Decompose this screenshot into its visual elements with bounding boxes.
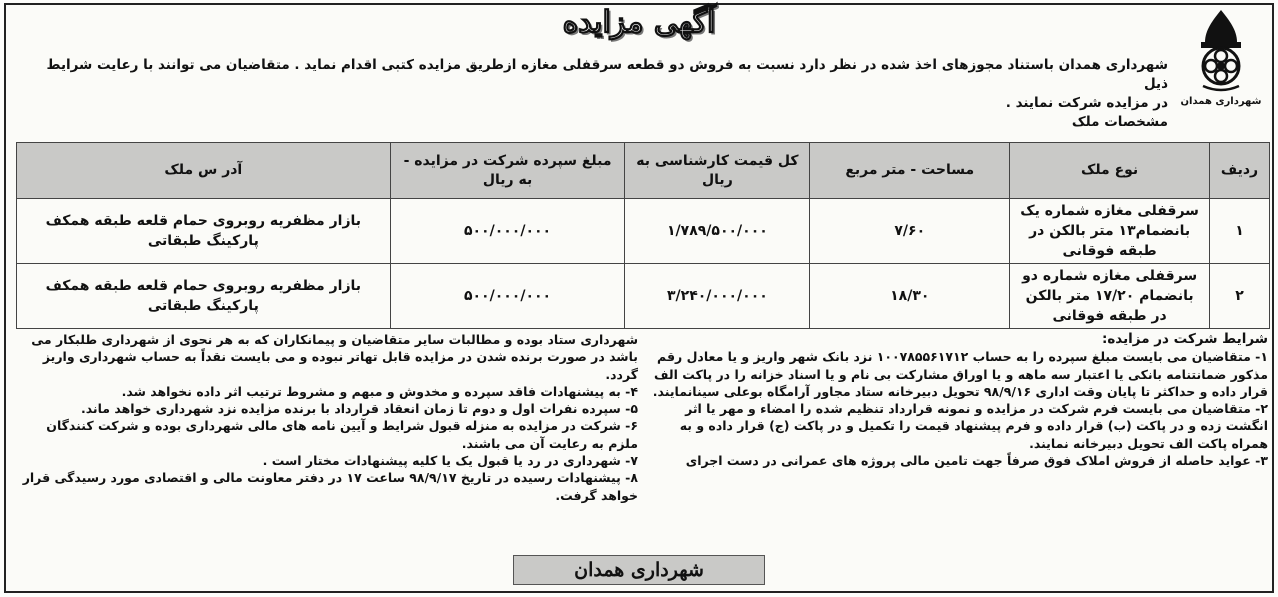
condition-item: ۶- شرکت در مزایده به منزله قبول شرایط و آیین نامه های مالی شهرداری بوده و شرکت کنندگان ملزم به رعایت آن می باشند. (46, 418, 638, 451)
intro-paragraph (18, 56, 1168, 132)
table-row (17, 199, 1270, 264)
condition-item: ۷- شهرداری در رد یا قبول یک یا کلیه پیشنهادات مختار است . (262, 453, 638, 469)
conditions-title: شرایط شرکت در مزایده: (1101, 331, 1268, 347)
conditions-left-column (13, 331, 638, 504)
condition-item: ۳- عواید حاصله از فروش املاک فوق صرفاً جهت تامین مالی پروژه های عمرانی در دست اجرای (685, 453, 1268, 469)
header-address: آدر س ملک (17, 143, 391, 199)
footer-signature: شهرداری همدان (513, 555, 765, 585)
cell-deposit: ۵۰۰/۰۰۰/۰۰۰ (390, 199, 625, 264)
conditions-right-column (648, 331, 1268, 469)
intro-line-2: در مزایده شرکت نمایند . (1005, 95, 1168, 111)
condition-item: ۵- سپرده نفرات اول و دوم تا زمان انعقاد قرارداد با برنده مزایده نزد شهرداری خواهد ماند. (80, 401, 638, 417)
condition-item: ۴- به پیشنهادات فاقد سپرده و مخدوش و مبهم و مشروط ترتیب اثر داده نخواهد شد. (121, 383, 638, 399)
title-wrap (0, 4, 1278, 42)
cell-deposit: ۵۰۰/۰۰۰/۰۰۰ (390, 264, 625, 329)
header-area: مساحت - متر مربع (810, 143, 1010, 199)
intro-line-1: شهرداری همدان باستناد مجوزهای اخذ شده در نظر دارد نسبت به فروش دو قطعه سرقفلی مغازه ازطریق مزایده کتبی اقدام نماید . متقاضیان می توانند با رعایت شرایط ذیل (46, 57, 1168, 92)
cell-type: سرقفلی مغازه شماره یک بانضمام۱۳ متر بالکن در طبقه فوقانی (1010, 199, 1210, 264)
condition-item: ۸- پیشنهادات رسیده در تاریخ ۹۸/۹/۱۷ ساعت ۱۷ در دفتر معاونت مالی و اقتصادی مورد رسیدگی قرار خواهد گرفت. (22, 470, 638, 503)
cell-area: ۱۸/۳۰ (810, 264, 1010, 329)
cell-price: ۱/۷۸۹/۵۰۰/۰۰۰ (625, 199, 810, 264)
property-table (16, 142, 1270, 329)
header-price: کل قیمت کارشناسی به ریال (625, 143, 810, 199)
cell-address: بازار مظفریه روبروی حمام قلعه طبقه همکف پارکینگ طبقاتی (17, 199, 391, 264)
footer-banner (0, 555, 1278, 585)
intro-line-3: مشخصات ملک (1071, 114, 1168, 130)
cell-area: ۷/۶۰ (810, 199, 1010, 264)
header-type: نوع ملک (1010, 143, 1210, 199)
header-deposit: مبلغ سپرده شرکت در مزایده - به ریال (390, 143, 625, 199)
header-row-no: ردیف (1210, 143, 1270, 199)
hamedan-municipality-emblem-icon (1189, 8, 1253, 94)
condition-item: ۲- متقاضیان می بایست فرم شرکت در مزایده و نمونه قرارداد تنظیم شده را امضاء و مهر یا اثر انگشت زده و در پاکت (ب) قرار داده و فرم پیشنهاد قیمت را تکمیل و در پاکت (ج) قرار داده و به همراه پاکت الف تحویل دبیرخانه نمایند. (679, 401, 1268, 451)
condition-item: ۱- متقاضیان می بایست مبلغ سپرده را به حساب ۱۰۰۷۸۵۵۶۱۷۱۲ نزد بانک شهر واریز و یا معادل رقم مذکور ضمانتنامه بانکی یا اعتبار سه ماهه و یا اوراق مشارکت بی نام و یا اسناد خزانه را در پاکت الف قرار داده و حداکثر تا پایان وقت اداری ۹۸/۹/۱۶ تحویل دبیرخانه ستاد مجاور آرامگاه بوعلی سینانمایند. (652, 349, 1268, 399)
cell-type: سرقفلی مغازه شماره دو بانضمام ۱۷/۲۰ متر بالکن در طبقه فوقانی (1010, 264, 1210, 329)
notice-title: آگهی مزایده (562, 5, 716, 40)
table-header-row (17, 143, 1270, 199)
logo-caption: شهرداری همدان (1180, 96, 1262, 107)
condition-item: شهرداری ستاد بوده و مطالبات سایر متقاضیان و پیمانکاران که به هر نحوی از شهرداری طلبکار می باشد در صورت برنده شدن در مزایده قابل تهاتر نبوده و می بایست نقداً به حساب شهرداری واریز گردد. (31, 332, 638, 382)
cell-address: بازار مظفریه روبروی حمام قلعه طبقه همکف پارکینگ طبقاتی (17, 264, 391, 329)
cell-row-no: ۱ (1210, 199, 1270, 264)
cell-row-no: ۲ (1210, 264, 1270, 329)
municipality-logo (1176, 8, 1266, 118)
table-row (17, 264, 1270, 329)
cell-price: ۳/۲۴۰/۰۰۰/۰۰۰ (625, 264, 810, 329)
